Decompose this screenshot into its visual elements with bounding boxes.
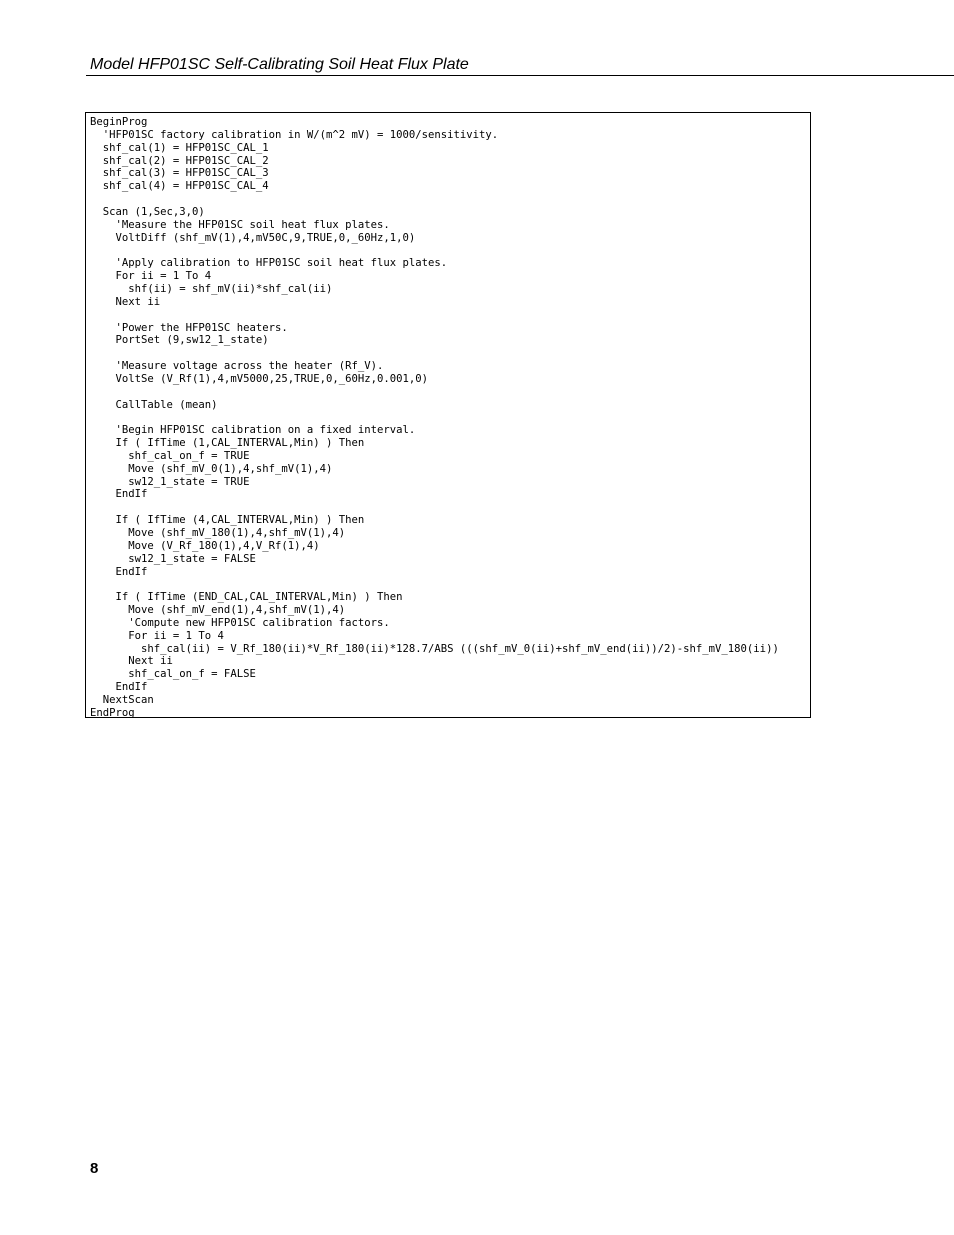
code-listing-box [85,112,811,718]
code-line: 'Begin HFP01SC calibration on a fixed interval. [90,424,416,437]
page-header-title: Model HFP01SC Self-Calibrating Soil Heat Flux Plate [90,56,469,73]
code-line: EndIf [90,565,148,578]
code-line: Scan (1,Sec,3,0) [90,205,205,218]
code-line: Move (shf_mV_0(1),4,shf_mV(1),4) [90,462,333,475]
code-line: PortSet (9,sw12_1_state) [90,334,269,347]
code-line [90,411,810,424]
code-line [90,578,810,591]
code-line [90,386,810,399]
code-line: shf_cal(2) = HFP01SC_CAL_2 [90,154,269,167]
code-line [90,244,810,257]
code-line: VoltDiff (shf_mV(1),4,mV50C,9,TRUE,0,_60Hz,1,0) [90,231,416,244]
code-line: For ii = 1 To 4 [90,629,224,642]
code-line: Next ii [90,655,173,668]
code-line: EndIf [90,488,148,501]
code-line: CallTable (mean) [90,398,218,411]
code-line: BeginProg [90,116,148,128]
code-line: For ii = 1 To 4 [90,270,212,283]
code-line [90,347,810,360]
code-line: 'Measure the HFP01SC soil heat flux plates. [90,218,390,231]
code-line: shf_cal(4) = HFP01SC_CAL_4 [90,180,269,193]
code-line: If ( IfTime (4,CAL_INTERVAL,Min) ) Then [90,514,365,527]
code-line: If ( IfTime (END_CAL,CAL_INTERVAL,Min) ) Then [90,591,403,604]
code-line: VoltSe (V_Rf(1),4,mV5000,25,TRUE,0,_60Hz,0.001,0) [90,372,429,385]
code-line: 'Measure voltage across the heater (Rf_V). [90,360,384,373]
code-line: shf_cal_on_f = FALSE [90,668,256,681]
code-line: shf_cal(1) = HFP01SC_CAL_1 [90,141,269,154]
code-line: NextScan [90,693,154,706]
code-line: shf(ii) = shf_mV(ii)*shf_cal(ii) [90,282,333,295]
code-line: Move (shf_mV_end(1),4,shf_mV(1),4) [90,604,346,617]
code-line [90,193,810,206]
code-line: EndProg [90,706,135,718]
code-line: Move (shf_mV_180(1),4,shf_mV(1),4) [90,527,346,539]
code-line: EndIf [90,681,148,694]
header-rule [86,75,954,76]
code-line: 'HFP01SC factory calibration in W/(m^2 mV) = 1000/sensitivity. [90,128,499,141]
code-line: Move (V_Rf_180(1),4,V_Rf(1),4) [90,539,320,552]
page-number: 8 [90,1160,99,1177]
code-line: 'Power the HFP01SC heaters. [90,321,288,334]
code-line: sw12_1_state = FALSE [90,552,256,565]
code-line: shf_cal_on_f = TRUE [90,449,250,462]
code-line [90,501,810,514]
code-line: shf_cal(ii) = V_Rf_180(ii)*V_Rf_180(ii)*128.7/ABS (((shf_mV_0(ii)+shf_mV_end(ii))/2)-shf_mV_180(ii)) [90,642,779,655]
code-line [90,309,810,322]
code-line: If ( IfTime (1,CAL_INTERVAL,Min) ) Then [90,437,365,450]
code-line: 'Apply calibration to HFP01SC soil heat flux plates. [90,257,448,270]
code-line: shf_cal(3) = HFP01SC_CAL_3 [90,167,269,180]
code-line: sw12_1_state = TRUE [90,475,250,488]
code-line: Next ii [90,295,161,308]
code-line: 'Compute new HFP01SC calibration factors. [90,616,390,629]
